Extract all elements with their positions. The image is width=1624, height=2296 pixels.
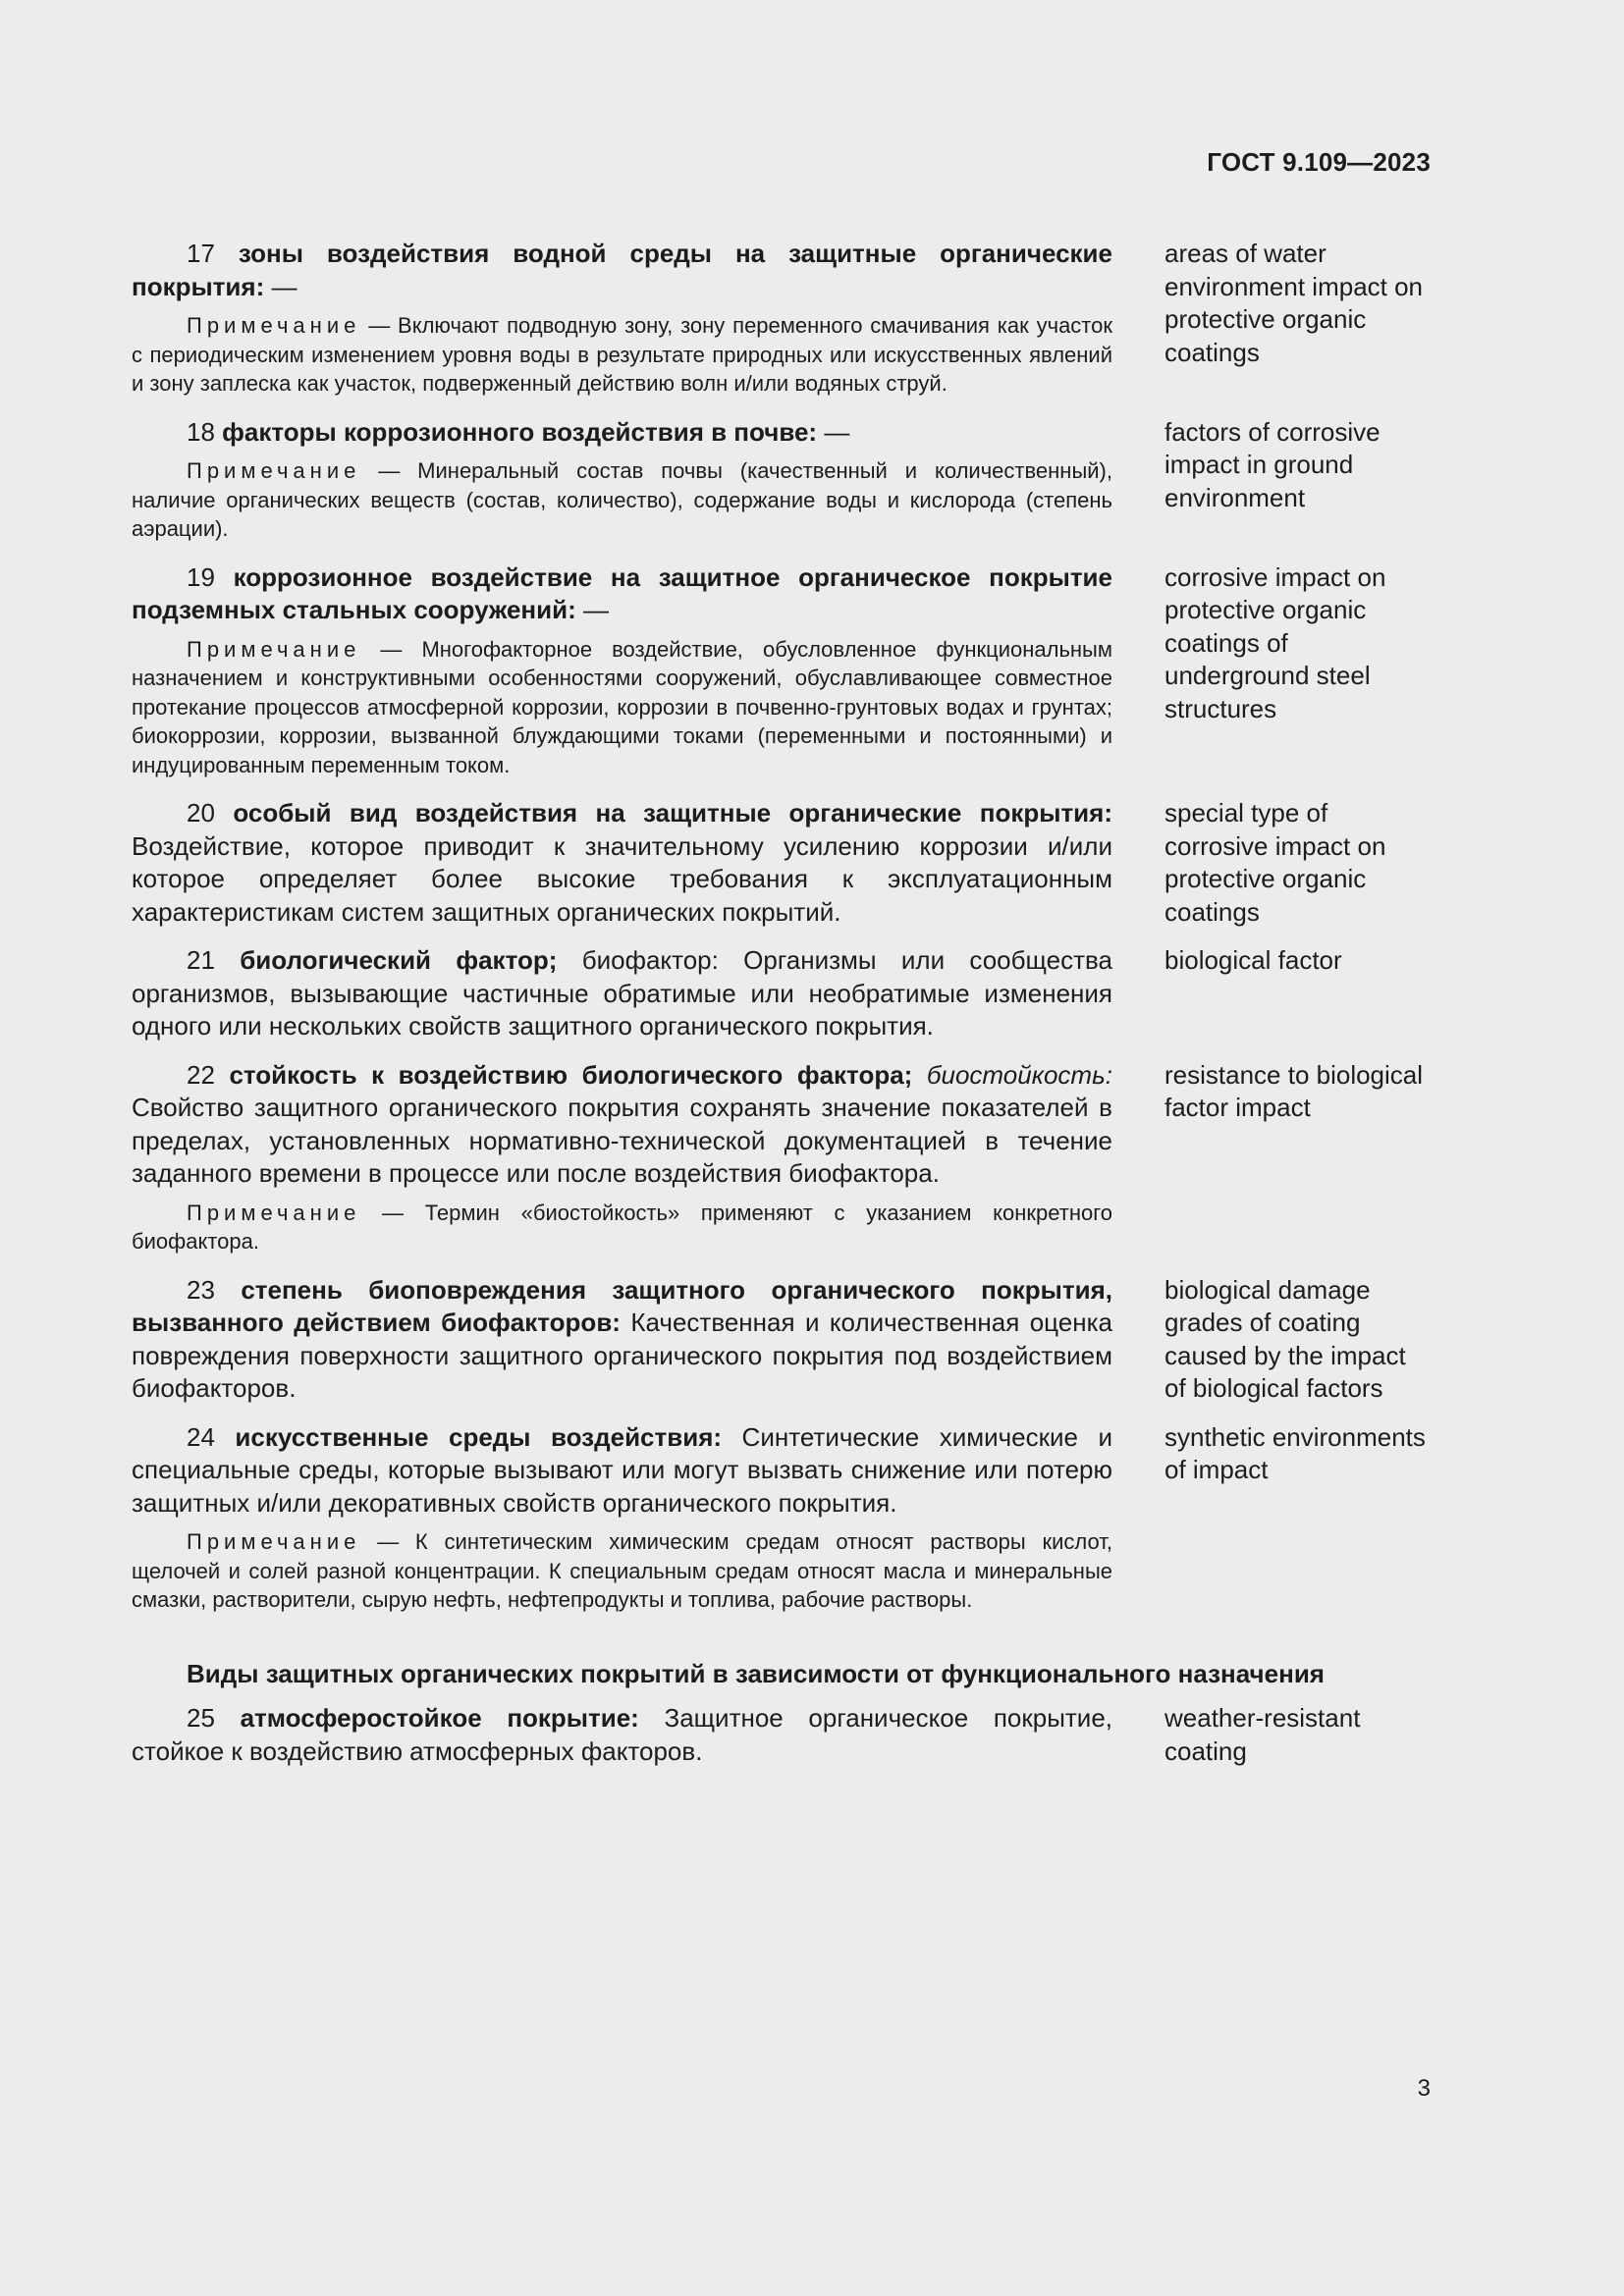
note-label: Примечание	[187, 1200, 361, 1225]
term-number: 22	[187, 1059, 215, 1090]
note-label: Примечание	[187, 313, 361, 338]
note-text: — К синтетическим химическим средам относят растворы кислот, щелочей и солей разной концентрации. К специальным средам относят масла и минеральные смазки, растворители, сырую нефть, нефтепродукты и топлива, рабочие растворы.	[132, 1529, 1112, 1612]
term-ru	[132, 1421, 1112, 1615]
term-en: areas of water environment impact on protective organic coatings	[1164, 239, 1424, 367]
term-number: 18	[187, 416, 215, 447]
term-synonym: биостойкость:	[926, 1059, 1112, 1090]
term-ru	[132, 1059, 1112, 1256]
term-19	[132, 561, 1428, 780]
term-en: corrosive impact on protective organic coatings of underground steel structures	[1164, 561, 1386, 723]
term-en: factors of corrosive impact in ground environment	[1164, 416, 1380, 512]
note-text: — Минеральный состав почвы (качественный и количественный), наличие органических веществ (состав, количество), содержание воды и кислорода (степень аэрации).	[132, 458, 1112, 541]
term-definition: Защитное органическое покрытие, стойкое к воздействию атмосферных факторов.	[132, 1703, 1112, 1766]
term-18	[132, 416, 1428, 544]
term-23	[132, 1274, 1428, 1406]
term-name: зоны воздействия водной среды на защитные органические покрытия:	[132, 239, 1112, 301]
term-definition: Воздействие, которое приводит к значительному усилению коррозии и/или которое определяет более высокие требования к эксплуатационным характеристикам систем защитных органических покрытий.	[132, 830, 1112, 927]
term-note	[132, 1199, 1112, 1256]
term-name: стойкость к воздействию биологического фактора;	[229, 1059, 913, 1090]
term-ru	[132, 797, 1112, 929]
term-number: 25	[187, 1703, 215, 1733]
term-definition: биофактор: Организмы или сообщества организмов, вызывающие частичные обратимые или необратимые изменения одного или нескольких свойств защитного органического покрытия.	[132, 945, 1112, 1041]
term-number: 19	[187, 561, 215, 592]
term-number: 23	[187, 1274, 215, 1305]
term-ru	[132, 944, 1112, 1043]
term-17	[132, 238, 1428, 399]
term-definition: —	[583, 595, 609, 624]
term-en: resistance to biological factor impact	[1164, 1059, 1424, 1122]
term-ru	[132, 416, 1112, 544]
term-name: биологический фактор;	[240, 945, 558, 975]
section-heading: Виды защитных органических покрытий в зависимости от функционального назначения	[187, 1658, 1325, 1688]
note-text: — Включают подводную зону, зону переменного смачивания как участок с периодическим изменением уровня воды в результате природных или искусственных явлений и зону заплеска как участок, подверженный действию волн и/или водяных струй.	[132, 313, 1112, 396]
term-note	[132, 311, 1112, 399]
note-text: — Термин «биостойкость» применяют с указанием конкретного биофактора.	[132, 1200, 1112, 1254]
term-note	[132, 1527, 1112, 1615]
term-name: искусственные среды воздействия:	[235, 1421, 723, 1452]
note-label: Примечание	[187, 1529, 361, 1554]
term-en: special type of corrosive impact on protective organic coatings	[1164, 798, 1386, 927]
term-21	[132, 944, 1428, 1043]
term-number: 21	[187, 945, 215, 975]
term-en: biological factor	[1164, 945, 1342, 975]
term-name: факторы коррозионного воздействия в почве:	[222, 416, 818, 447]
term-25	[132, 1702, 1428, 1768]
term-ru	[132, 561, 1112, 780]
term-definition: Синтетические химические и специальные среды, которые вызывают или могут вызвать снижение или потерю защитных и/или декоративных свойств органического покрытия.	[132, 1421, 1112, 1518]
term-number: 17	[187, 239, 215, 268]
term-ru	[132, 238, 1112, 399]
term-definition: —	[271, 271, 298, 301]
term-24	[132, 1421, 1428, 1615]
term-number: 24	[187, 1421, 215, 1452]
term-name: степень биоповреждения защитного органического покрытия, вызванного действием биофакторов:	[132, 1274, 1112, 1337]
term-number: 20	[187, 798, 215, 828]
note-label: Примечание	[187, 458, 361, 483]
note-label: Примечание	[187, 636, 361, 662]
term-note	[132, 635, 1112, 780]
term-en: synthetic environments of impact	[1164, 1421, 1426, 1484]
term-definition: Свойство защитного органического покрытия сохранять значение показателей в пределах, установленных нормативно-технической документацией в течение заданного времени в процессе или после воздействия биофактора.	[132, 1093, 1112, 1188]
terms-content	[132, 238, 1428, 1768]
term-en: biological damage grades of coating caused by the impact of biological factors	[1164, 1274, 1406, 1403]
term-name: особый вид воздействия на защитные органические покрытия:	[233, 798, 1112, 828]
page-number: 3	[1417, 2075, 1431, 2102]
note-text: — Многофакторное воздействие, обусловленное функциональным назначением и конструктивными особенностями сооружений, обуславливающее совместное протекание процессов атмосферной коррозии, коррозии в почвенно-грунтовых водах и грунтах; биокоррозии, коррозии, вызванной блуждающими токами (переменными и постоянными) и индуцированным переменным током.	[132, 636, 1112, 777]
document-standard-number: ГОСТ 9.109—2023	[1207, 147, 1431, 177]
term-definition: —	[824, 416, 850, 447]
term-name: коррозионное воздействие на защитное органическое покрытие подземных стальных сооружений:	[132, 561, 1112, 624]
term-note	[132, 456, 1112, 544]
term-ru	[132, 1274, 1112, 1406]
term-ru	[132, 1702, 1112, 1768]
term-22	[132, 1059, 1428, 1256]
term-20	[132, 797, 1428, 929]
term-definition: Качественная и количественная оценка повреждения поверхности защитного органического покрытия под воздействием биофакторов.	[132, 1308, 1112, 1403]
term-en: weather-resistant coating	[1164, 1703, 1361, 1766]
term-name: атмосферостойкое покрытие:	[240, 1703, 639, 1733]
